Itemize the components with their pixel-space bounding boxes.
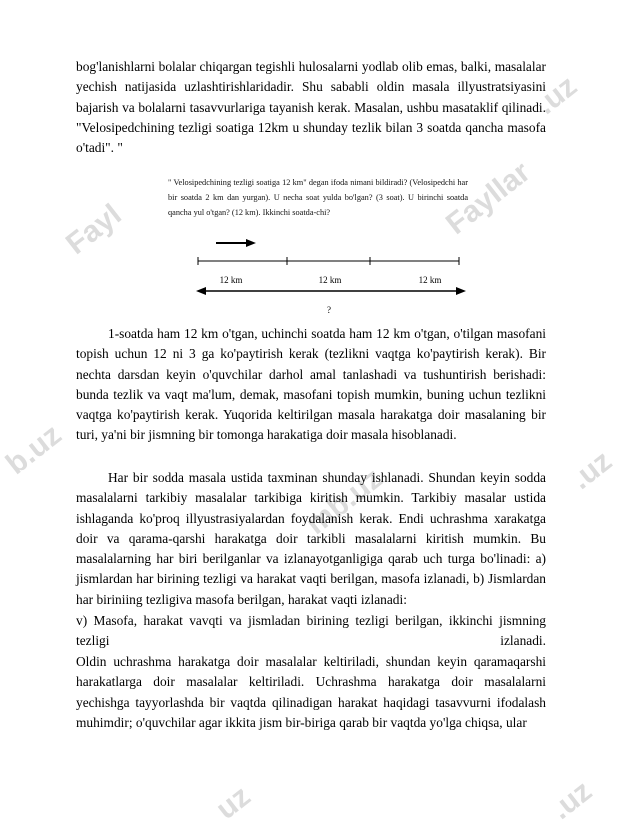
distance-diagram <box>76 235 546 335</box>
segment-label: 12 km <box>318 275 342 285</box>
watermark: Fayllar <box>440 155 537 242</box>
figure <box>76 173 546 323</box>
figure-caption: " Velosipedchining tezligi soatiga 12 km" degan ifoda nimani bildiradi? (Velosipedchi har bir soatda 2 km dan yurgan). U necha soat yulda bo'lgan? (3 soat). U birinchi soatda qancha yul o'tgan? (12 km). Ikkinchi soatda-chi? <box>168 178 468 217</box>
watermark: mb.uz <box>300 461 389 542</box>
unknown-distance-mark: ? <box>327 305 331 315</box>
paragraph-1: bog'lanishlarni bolalar chiqargan tegishli hulosalarni yodlab olib emas, balki, masalalar yechish natijasida uzlashtirishlaridadir. Shu sababli oldin masala illyustratsiyasini bajarish va bolalarni tasavvurlariga tayanish kerak. Masalan, ushbu masataklif qilinadi. "Velosipedchining tezligi soatiga 12km u shunday tezlik bilan 3 soatda qancha masofa o'tadi". " <box>76 59 546 156</box>
watermark: uz <box>210 779 257 827</box>
segment-label: 12 km <box>219 275 243 285</box>
paragraph-3: Har bir sodda masala ustida taxminan shunday ishlanadi. Shundan keyin sodda masalalarni tarkibiy masalalar tarkibiga kiritish mumkin. Tarkibiy masalar ustida ishlaganda ko'proq illyustrasiyalardan foydalanish kerak. Endi uchrashma xarakatga doir va qarama-qarshi harakatga doir tarkibli masalalarni kiritish mumkin. Bu masalalarning har biri berilganlar va izlanayotganligiga qarab uch turga bo'linadi: a) jismlardan har birining tezligi va harakat vaqti berilgan, masofa izlanadi, b) Jismlardan har biriniing tezligiva masofa berilgan, harakat vaqti izlanadi: <box>76 470 546 607</box>
watermark: .uz <box>530 69 584 122</box>
paragraph-5: Oldin uchrashma harakatga doir masalalar keltiriladi, shundan keyin qaramaqarshi harakatlarga doir masalalar keltiriladi. Uchrashma harakatga doir masalalarni yechishga tayyorlashda bir vaqtda qilinadigan harakat haqidagi tasavvurni ifodalash muhimdir; o'quvchilar agar ikkita jism bir-biriga qarab bir vaqtda yo'lga chiqsa, ular <box>76 654 546 730</box>
segment-label: 12 km <box>418 275 442 285</box>
watermark: .uz <box>545 774 599 827</box>
watermark: .uz <box>565 444 618 497</box>
watermark: b.uz <box>0 418 68 482</box>
total-arrow-left-head <box>196 287 206 295</box>
paragraph-2: 1-soatda ham 12 km o'tgan, uchinchi soatda ham 12 km o'tgan, o'tilgan masofani topish uchun 12 ni 3 ga ko'paytirish kerak (tezlikni vaqtga ko'paytirish kerak). Bir nechta darsdan keyin o'quvchilar darhol amal tanlashadi va tushuntirish berishadi: bunda tezlik va vaqt ma'lum, demak, masofani topish mumkin, buning uchun tezlikni vaqtga ko'paytirish kerak. Yuqorida keltirilgan masala harakatga doir masalaning bir turi, ya'ni bir jismning bir tomonga harakatiga doir masala hisoblanadi. <box>76 326 546 443</box>
watermark: Fayl <box>60 198 128 262</box>
speed-arrow-head <box>246 239 256 247</box>
paragraph-4: v) Masofa, harakat vavqti va jismladan birining tezligi berilgan, ikkinchi jismning tezligi izlanadi. <box>76 613 546 649</box>
total-arrow-right-head <box>456 287 466 295</box>
